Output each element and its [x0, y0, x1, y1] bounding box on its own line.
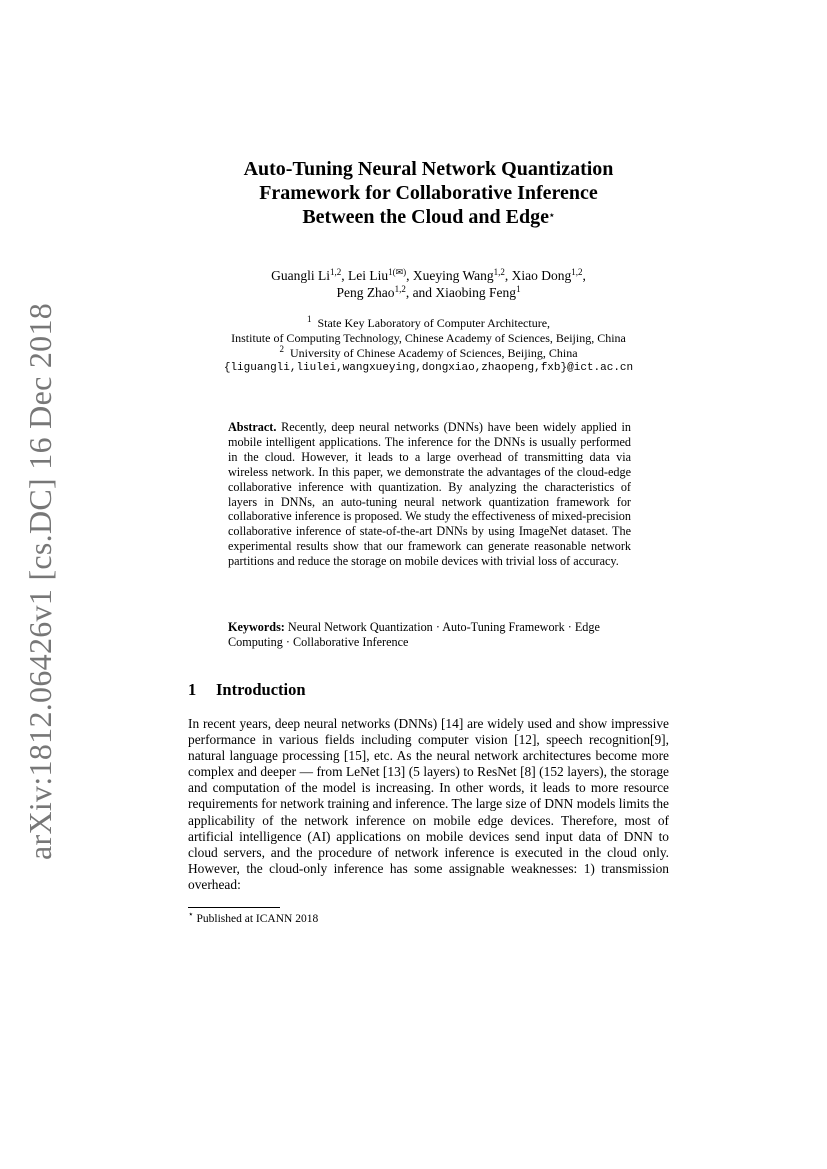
author-name: Guangli Li: [271, 268, 330, 283]
title-line-3-text: Between the Cloud and Edge: [302, 206, 550, 228]
affiliation-text: State Key Laboratory of Computer Architecture,: [317, 316, 551, 330]
keywords: [228, 620, 631, 650]
abstract-label: Abstract.: [228, 420, 277, 434]
author-name: and Xiaobing Feng: [412, 285, 517, 300]
author-affil-sup: 1,2: [571, 267, 583, 277]
author-line-2: Peng Zhao$^{1,2}$, and Xiaobing Feng$^1$: [336, 284, 521, 300]
title-line-1: Auto-Tuning Neural Network Quantization: [243, 158, 614, 180]
affiliation-text: University of Chinese Academy of Sciences, Beijing, China: [289, 346, 578, 360]
author-name: Xiao Dong: [511, 268, 572, 283]
footnote-mark: ⋆: [188, 909, 194, 919]
title-footnote-mark: ⋆: [549, 210, 555, 220]
abstract-text: Recently, deep neural networks (DNNs) have been widely applied in mobile intelligent applications. The inference for the DNNs is usually performed in the cloud. However, it leads to a large overhead of transmitting data via wireless network. In this paper, we demonstrate the advantages of the cloud-edge collaborative inference with quantization. By analyzing the characteristics of layers in DNNs, an auto-tuning neural network quantization framework for collaborative inference is proposed. We study the effectiveness of mixed-precision collaborative inference of state-of-the-art DNNs by using ImageNet dataset. The experimental results show that our framework can generate reasonable network partitions and reduce the storage on mobile devices with trivial loss of accuracy.: [228, 420, 632, 569]
author-name: Lei Liu: [347, 268, 389, 283]
author-affil-sup: 1(✉): [388, 267, 407, 277]
affiliations: [120, 316, 737, 376]
author-affil-sup: 1,2: [493, 267, 505, 277]
author-affil-sup: 1,2: [329, 267, 342, 277]
author-name: Xueying Wang: [412, 268, 494, 283]
keywords-text: Neural Network Quantization · Auto-Tuning Framework · Edge Computing · Collaborative Inference: [228, 620, 600, 649]
affiliation-1-cont: Institute of Computing Technology, Chinese Academy of Sciences, Beijing, China: [231, 331, 626, 345]
affiliation-sup: 1: [306, 314, 312, 324]
author-emails[interactable]: {liguangli,liulei,wangxueying,dongxiao,zhaopeng,fxb}@ict.ac.cn: [223, 362, 634, 374]
footnote-divider: [188, 907, 280, 908]
section-heading: [188, 680, 306, 700]
section-title: Introduction: [216, 680, 306, 699]
author-affil-sup: 1: [516, 284, 521, 294]
section-number: 1: [188, 680, 197, 699]
title-line-3: [120, 205, 737, 229]
affiliation-1: [120, 316, 737, 331]
paper-title: [120, 157, 737, 229]
affiliation-2: [120, 346, 737, 361]
footnote-text: Published at ICANN 2018: [196, 913, 319, 925]
title-line-2: Framework for Collaborative Inference: [259, 182, 598, 204]
abstract: [228, 420, 631, 569]
author-name: Peng Zhao: [336, 285, 395, 300]
author-list: [120, 267, 737, 301]
author-line-1: Guangli Li$^{1,2}$, Lei Liu$^{1(✉)}$, Xueying Wang$^{1,2}$, Xiao Dong$^{1,2}$,: [271, 267, 586, 283]
keywords-label: Keywords:: [228, 620, 285, 634]
footnote: [188, 909, 319, 926]
arxiv-identifier[interactable]: arXiv:1812.06426v1 [cs.DC] 16 Dec 2018: [22, 302, 58, 860]
affiliation-sup: 2: [279, 344, 284, 354]
author-affil-sup: 1,2: [394, 284, 406, 294]
intro-paragraph: In recent years, deep neural networks (DNNs) [14] are widely used and show impressive performance in various fields including computer vision [12], speech recognition[9], natural language processing [15], etc. As the neural network architectures become more complex and deeper — from LeNet [13] (5 layers) to ResNet [8] (152 layers), the storage and computation of the model is increasing. In other words, it leads to more resource requirements for network training and inference. The large size of DNN models limits the applicability of the network inference on mobile edge devices. Therefore, most of artificial intelligence (AI) applications on mobile devices send input data of DNN to cloud servers, and the procedure of network inference is executed in the cloud only. However, the cloud-only inference has some assignable weaknesses: 1) transmission overhead:: [188, 716, 669, 892]
